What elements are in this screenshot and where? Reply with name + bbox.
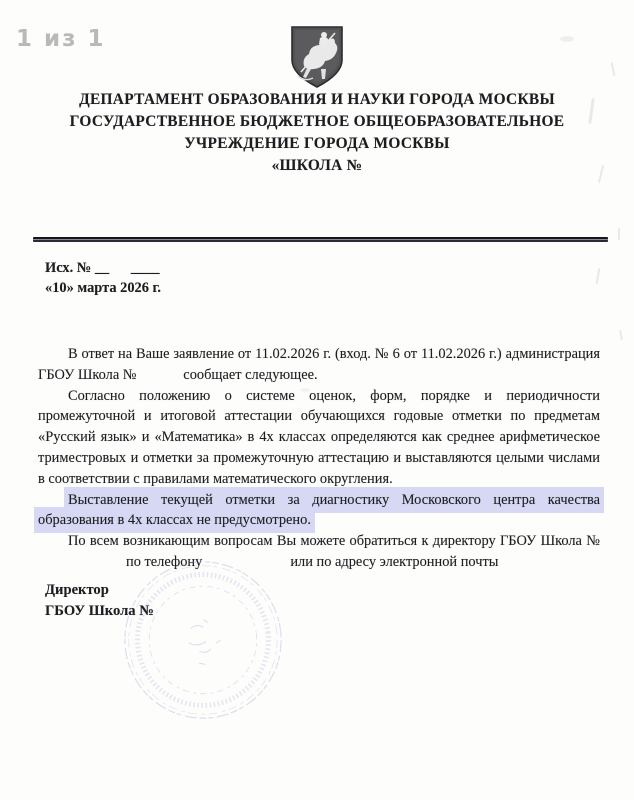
letter-body [38, 344, 600, 573]
letterhead [30, 89, 604, 177]
moscow-coat-of-arms-icon [288, 24, 346, 90]
letter-date-line: «10» марта 2026 г. [45, 280, 162, 296]
org-name-line-2: ГОСУДАРСТВЕННОЕ БЮДЖЕТНОЕ ОБЩЕОБРАЗОВАТЕЛЬНОЕ [69, 113, 565, 130]
signer-title-line-2: ГБОУ Школа № [45, 602, 154, 619]
letterhead-divider [33, 237, 608, 242]
org-name-line-3: УЧРЕЖДЕНИЕ ГОРОДА МОСКВЫ [184, 135, 450, 152]
scan-artifact [619, 330, 622, 340]
scan-artifact [300, 388, 310, 392]
paragraph-policy: Согласно положению о системе оценок, форм, порядке и периодичности промежуточной и итоговой аттестации обучающихся годовые отметки по предметам «Русский язык» и «Математика» в 4х классах определяются как среднее арифметическое триместровых и отметки за промежуточную аттестацию и выставляются целыми числами в соответствии с правилами математического округления. [38, 387, 600, 487]
scan-artifact [596, 268, 601, 284]
highlighted-statement: Выставление текущей отметки за диагностику Московского центра качества образования в 4х классах не предусмотрено. [38, 491, 600, 529]
official-stamp-icon [110, 547, 295, 734]
scan-artifact [611, 62, 616, 76]
page-indicator: 1 из 1 [16, 26, 106, 52]
org-name-line-1: ДЕПАРТАМЕНТ ОБРАЗОВАНИЯ И НАУКИ ГОРОДА МОСКВЫ [79, 91, 555, 108]
reference-block [45, 258, 161, 298]
scan-artifact [560, 36, 574, 42]
paragraph-highlighted [38, 490, 600, 532]
outgoing-number-line: Исх. № __ ____ [45, 260, 160, 276]
signer-title-line-1: Директор [45, 582, 109, 598]
paragraph-contact-intro: По всем возникающим вопросам Вы можете обратиться к директору ГБОУ Школа № [68, 533, 600, 550]
paragraph-response: В ответ на Ваше заявление от 11.02.2026 г. (вход. № 6 от 11.02.2026 г.) администрация ГБОУ Школа № сообщает следующее. [38, 346, 600, 383]
contact-phone-label: по телефону [126, 553, 203, 570]
scan-artifact [618, 228, 620, 240]
org-name-line-4: «ШКОЛА № [271, 157, 363, 174]
contact-email-label: или по адресу электронной почты [290, 553, 499, 570]
